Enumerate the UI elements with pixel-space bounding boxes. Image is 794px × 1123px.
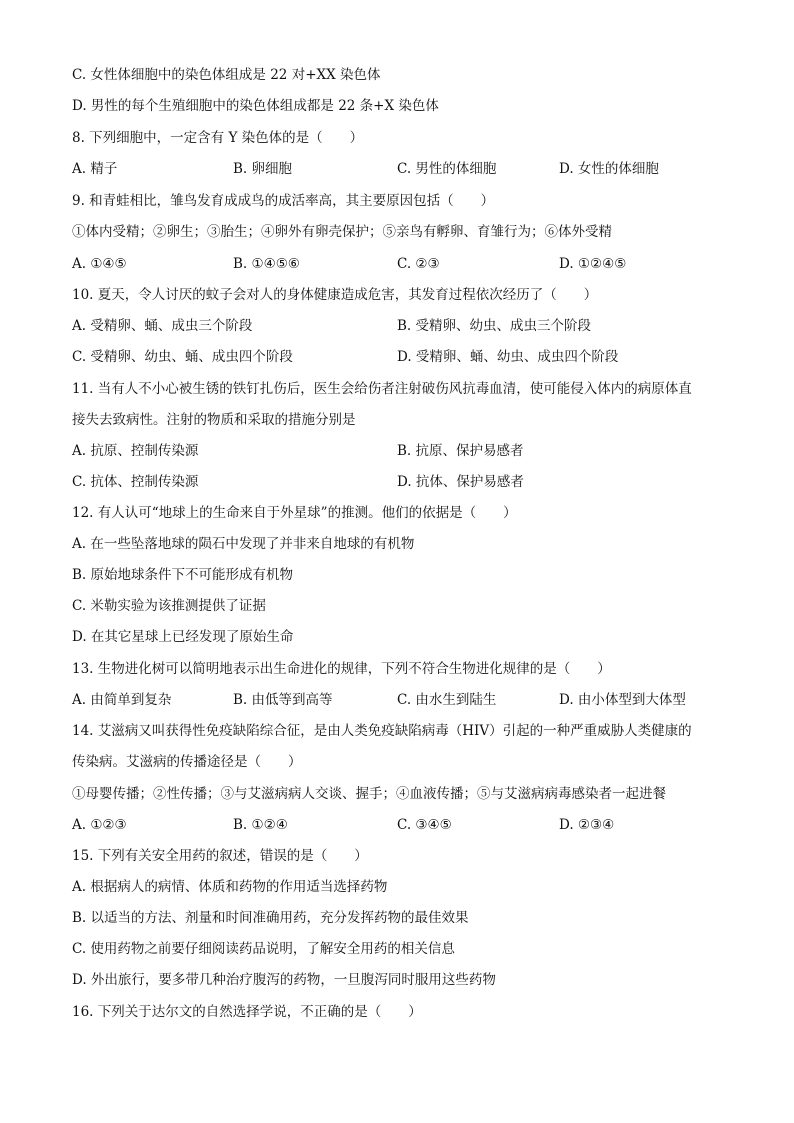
q8-option-b: B. 卵细胞 [233,161,293,177]
q8-stem: 8. 下列细胞中，一定含有 Y 染色体的是（ ） [72,130,364,146]
q9-option-a: A. ①④⑤ [72,256,127,272]
q14-stem-line1: 14. 艾滋病又叫获得性免疫缺陷综合征，是由人类免疫缺陷病毒（HIV）引起的一种严重威胁人类健康的 [72,723,692,739]
q15-option-b: B. 以适当的方法、剂量和时间准确用药，充分发挥药物的最佳效果 [72,910,469,926]
q14-statements: ①母婴传播；②性传播；③与艾滋病病人交谈、握手；④血液传播；⑤与艾滋病病毒感染者一起进餐 [72,786,666,802]
q15-option-d: D. 外出旅行，要多带几种治疗腹泻的药物，一旦腹泻同时服用这些药物 [72,972,496,988]
q15-stem: 15. 下列有关安全用药的叙述，错误的是（ ） [72,848,368,864]
q13-option-d: D. 由小体型到大体型 [559,692,686,708]
q8-option-c: C. 男性的体细胞 [397,161,497,177]
q9-stem: 9. 和青蛙相比，雏鸟发育成成鸟的成活率高，其主要原因包括（ ） [72,193,495,209]
q10-stem: 10. 夏天，令人讨厌的蚊子会对人的身体健康造成危害，其发育过程依次经历了（ ） [72,287,598,303]
q10-option-a: A. 受精卵、蛹、成虫三个阶段 [72,318,253,334]
q11-option-d: D. 抗体、保护易感者 [397,474,524,490]
q14-stem-line2: 传染病。艾滋病的传播途径是（ ） [72,754,302,770]
q13-option-c: C. 由水生到陆生 [397,692,497,708]
q14-option-c: C. ③④⑤ [397,817,452,833]
q8-option-a: A. 精子 [72,161,118,177]
q11-stem-line1: 11. 当有人不小心被生锈的铁钉扎伤后，医生会给伤者注射破伤风抗毒血清，使可能侵入体内的病原体直 [72,381,692,397]
q12-stem: 12. 有人认可“地球上的生命来自于外星球”的推测。他们的依据是（ ） [72,505,517,521]
q14-option-b: B. ①②④ [233,817,288,833]
q9-option-b: B. ①④⑤⑥ [233,256,300,272]
q7-option-c: C. 女性体细胞中的染色体组成是 22 对+XX 染色体 [72,67,381,83]
q11-stem-line2: 接失去致病性。注射的物质和采取的措施分别是 [72,412,356,428]
q9-option-c: C. ②③ [397,256,440,272]
q16-stem: 16. 下列关于达尔文的自然选择学说，不正确的是（ ） [72,1004,422,1020]
q12-option-c: C. 米勒实验为该推测提供了证据 [72,598,266,614]
q12-option-a: A. 在一些坠落地球的陨石中发现了并非来自地球的有机物 [72,536,415,552]
q15-option-c: C. 使用药物之前要仔细阅读药品说明，了解安全用药的相关信息 [72,941,455,957]
q11-option-c: C. 抗体、控制传染源 [72,474,199,490]
q7-option-d: D. 男性的每个生殖细胞中的染色体组成都是 22 条+X 染色体 [72,98,439,114]
q14-option-d: D. ②③④ [559,817,615,833]
q12-option-d: D. 在其它星球上已经发现了原始生命 [72,629,294,645]
q15-option-a: A. 根据病人的病情、体质和药物的作用适当选择药物 [72,879,388,895]
q13-stem: 13. 生物进化树可以简明地表示出生命进化的规律，下列不符合生物进化规律的是（ ） [72,661,611,677]
q9-option-d: D. ①②④⑤ [559,256,627,272]
q9-statements: ①体内受精；②卵生；③胎生；④卵外有卵壳保护；⑤亲鸟有孵卵、育雏行为；⑥体外受精 [72,224,612,240]
q13-option-a: A. 由简单到复杂 [72,692,172,708]
q10-option-c: C. 受精卵、幼虫、蛹、成虫四个阶段 [72,349,293,365]
q8-option-d: D. 女性的体细胞 [559,161,659,177]
q13-option-b: B. 由低等到高等 [233,692,333,708]
q12-option-b: B. 原始地球条件下不可能形成有机物 [72,567,294,583]
q10-option-d: D. 受精卵、蛹、幼虫、成虫四个阶段 [397,349,619,365]
q11-option-b: B. 抗原、保护易感者 [397,443,524,459]
q10-option-b: B. 受精卵、幼虫、成虫三个阶段 [397,318,592,334]
q11-option-a: A. 抗原、控制传染源 [72,443,199,459]
q14-option-a: A. ①②③ [72,817,127,833]
